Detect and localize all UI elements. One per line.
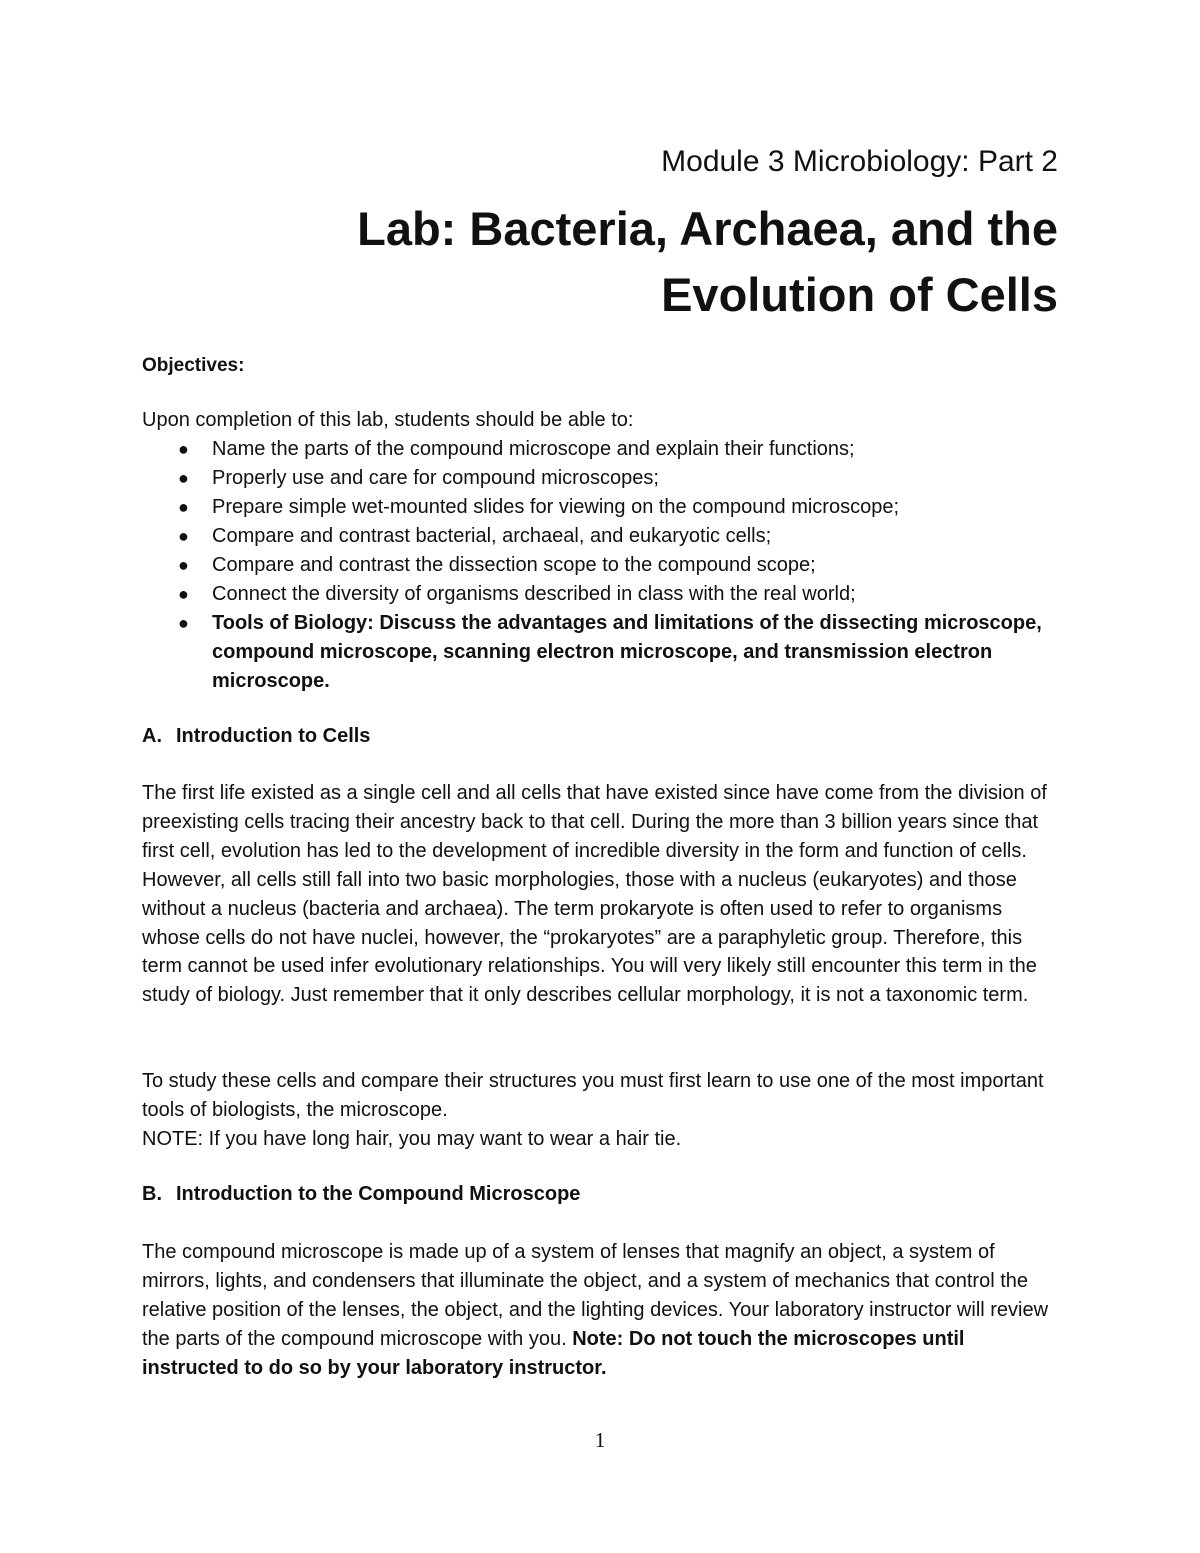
section-a-note: NOTE: If you have long hair, you may want to wear a hair tie. — [142, 1128, 682, 1150]
lab-title-line-2: Evolution of Cells — [661, 268, 1058, 321]
objective-item — [142, 551, 1062, 580]
section-b-letter: B. — [142, 1183, 162, 1205]
bullet-icon: ● — [178, 584, 189, 604]
objective-text: Prepare simple wet-mounted slides for viewing on the compound microscope; — [212, 496, 900, 518]
objective-item — [142, 435, 1062, 464]
objectives-intro: Upon completion of this lab, students should be able to: — [142, 409, 634, 431]
section-b-title: Introduction to the Compound Microscope — [176, 1183, 581, 1205]
bullet-icon: ● — [178, 526, 189, 546]
section-a-letter: A. — [142, 725, 162, 747]
section-b-paragraph-text: The compound microscope is made up of a system of lenses that magnify an object, a system of mirrors, lights, and condensers that illuminate the object, and a system of mechanics that control the relative position of the lenses, the object, and the lighting devices. Your laboratory instructor will review the parts of the compound microscope with you. — [142, 1241, 1049, 1350]
lab-title-line-1: Lab: Bacteria, Archaea, and the — [357, 202, 1058, 255]
section-b-paragraph — [142, 1238, 1062, 1383]
objectives-list — [142, 435, 1062, 696]
objective-item-tools-of-biology — [142, 609, 1062, 696]
bullet-icon: ● — [178, 468, 189, 488]
objective-item — [142, 580, 1062, 609]
bullet-icon: ● — [178, 555, 189, 575]
bullet-icon: ● — [178, 497, 189, 517]
objective-item — [142, 464, 1062, 493]
lab-title — [298, 196, 1058, 328]
section-a-title: Introduction to Cells — [176, 725, 371, 747]
module-title: Module 3 Microbiology: Part 2 — [661, 145, 1058, 178]
objectives-heading: Objectives: — [142, 355, 245, 376]
section-a-paragraph-1: The first life existed as a single cell and all cells that have existed since have come from the division of preexisting cells tracing their ancestry back to that cell. During the more than 3 billion years since that first cell, evolution has led to the development of incredible diversity in the form and function of cells. However, all cells still fall into two basic morphologies, those with a nucleus (eukaryotes) and those without a nucleus (bacteria and archaea). The term prokaryote is often used to refer to organisms whose cells do not have nuclei, however, the “prokaryotes” are a paraphyletic group. Therefore, this term cannot be used infer evolutionary relationships. You will very likely still encounter this term in the study of biology. Just remember that it only describes cellular morphology, it is not a taxonomic term. — [142, 782, 1047, 1007]
section-a-paragraph-2: To study these cells and compare their structures you must first learn to use one of the most important tools of biologists, the microscope. — [142, 1070, 1044, 1121]
objective-text: Connect the diversity of organisms described in class with the real world; — [212, 583, 856, 605]
bullet-icon: ● — [178, 439, 189, 459]
objective-text: Compare and contrast bacterial, archaeal, and eukaryotic cells; — [212, 525, 772, 547]
objective-text: Tools of Biology: Discuss the advantages and limitations of the dissecting microscope, compound microscope, scanning electron microscope, and transmission electron microscope. — [212, 612, 1042, 692]
objective-text: Properly use and care for compound microscopes; — [212, 467, 659, 489]
section-b-paragraph-warning: Note: Do not touch the microscopes until instructed to do so by your laboratory instructor. — [142, 1327, 965, 1379]
section-a-heading — [142, 722, 370, 751]
section-b-heading — [142, 1180, 580, 1209]
page-number: 1 — [594, 1428, 606, 1452]
objective-item — [142, 493, 1062, 522]
bullet-icon: ● — [178, 613, 189, 633]
objective-text: Name the parts of the compound microscope and explain their functions; — [212, 438, 855, 460]
objective-text: Compare and contrast the dissection scope to the compound scope; — [212, 554, 816, 576]
objective-item — [142, 522, 1062, 551]
